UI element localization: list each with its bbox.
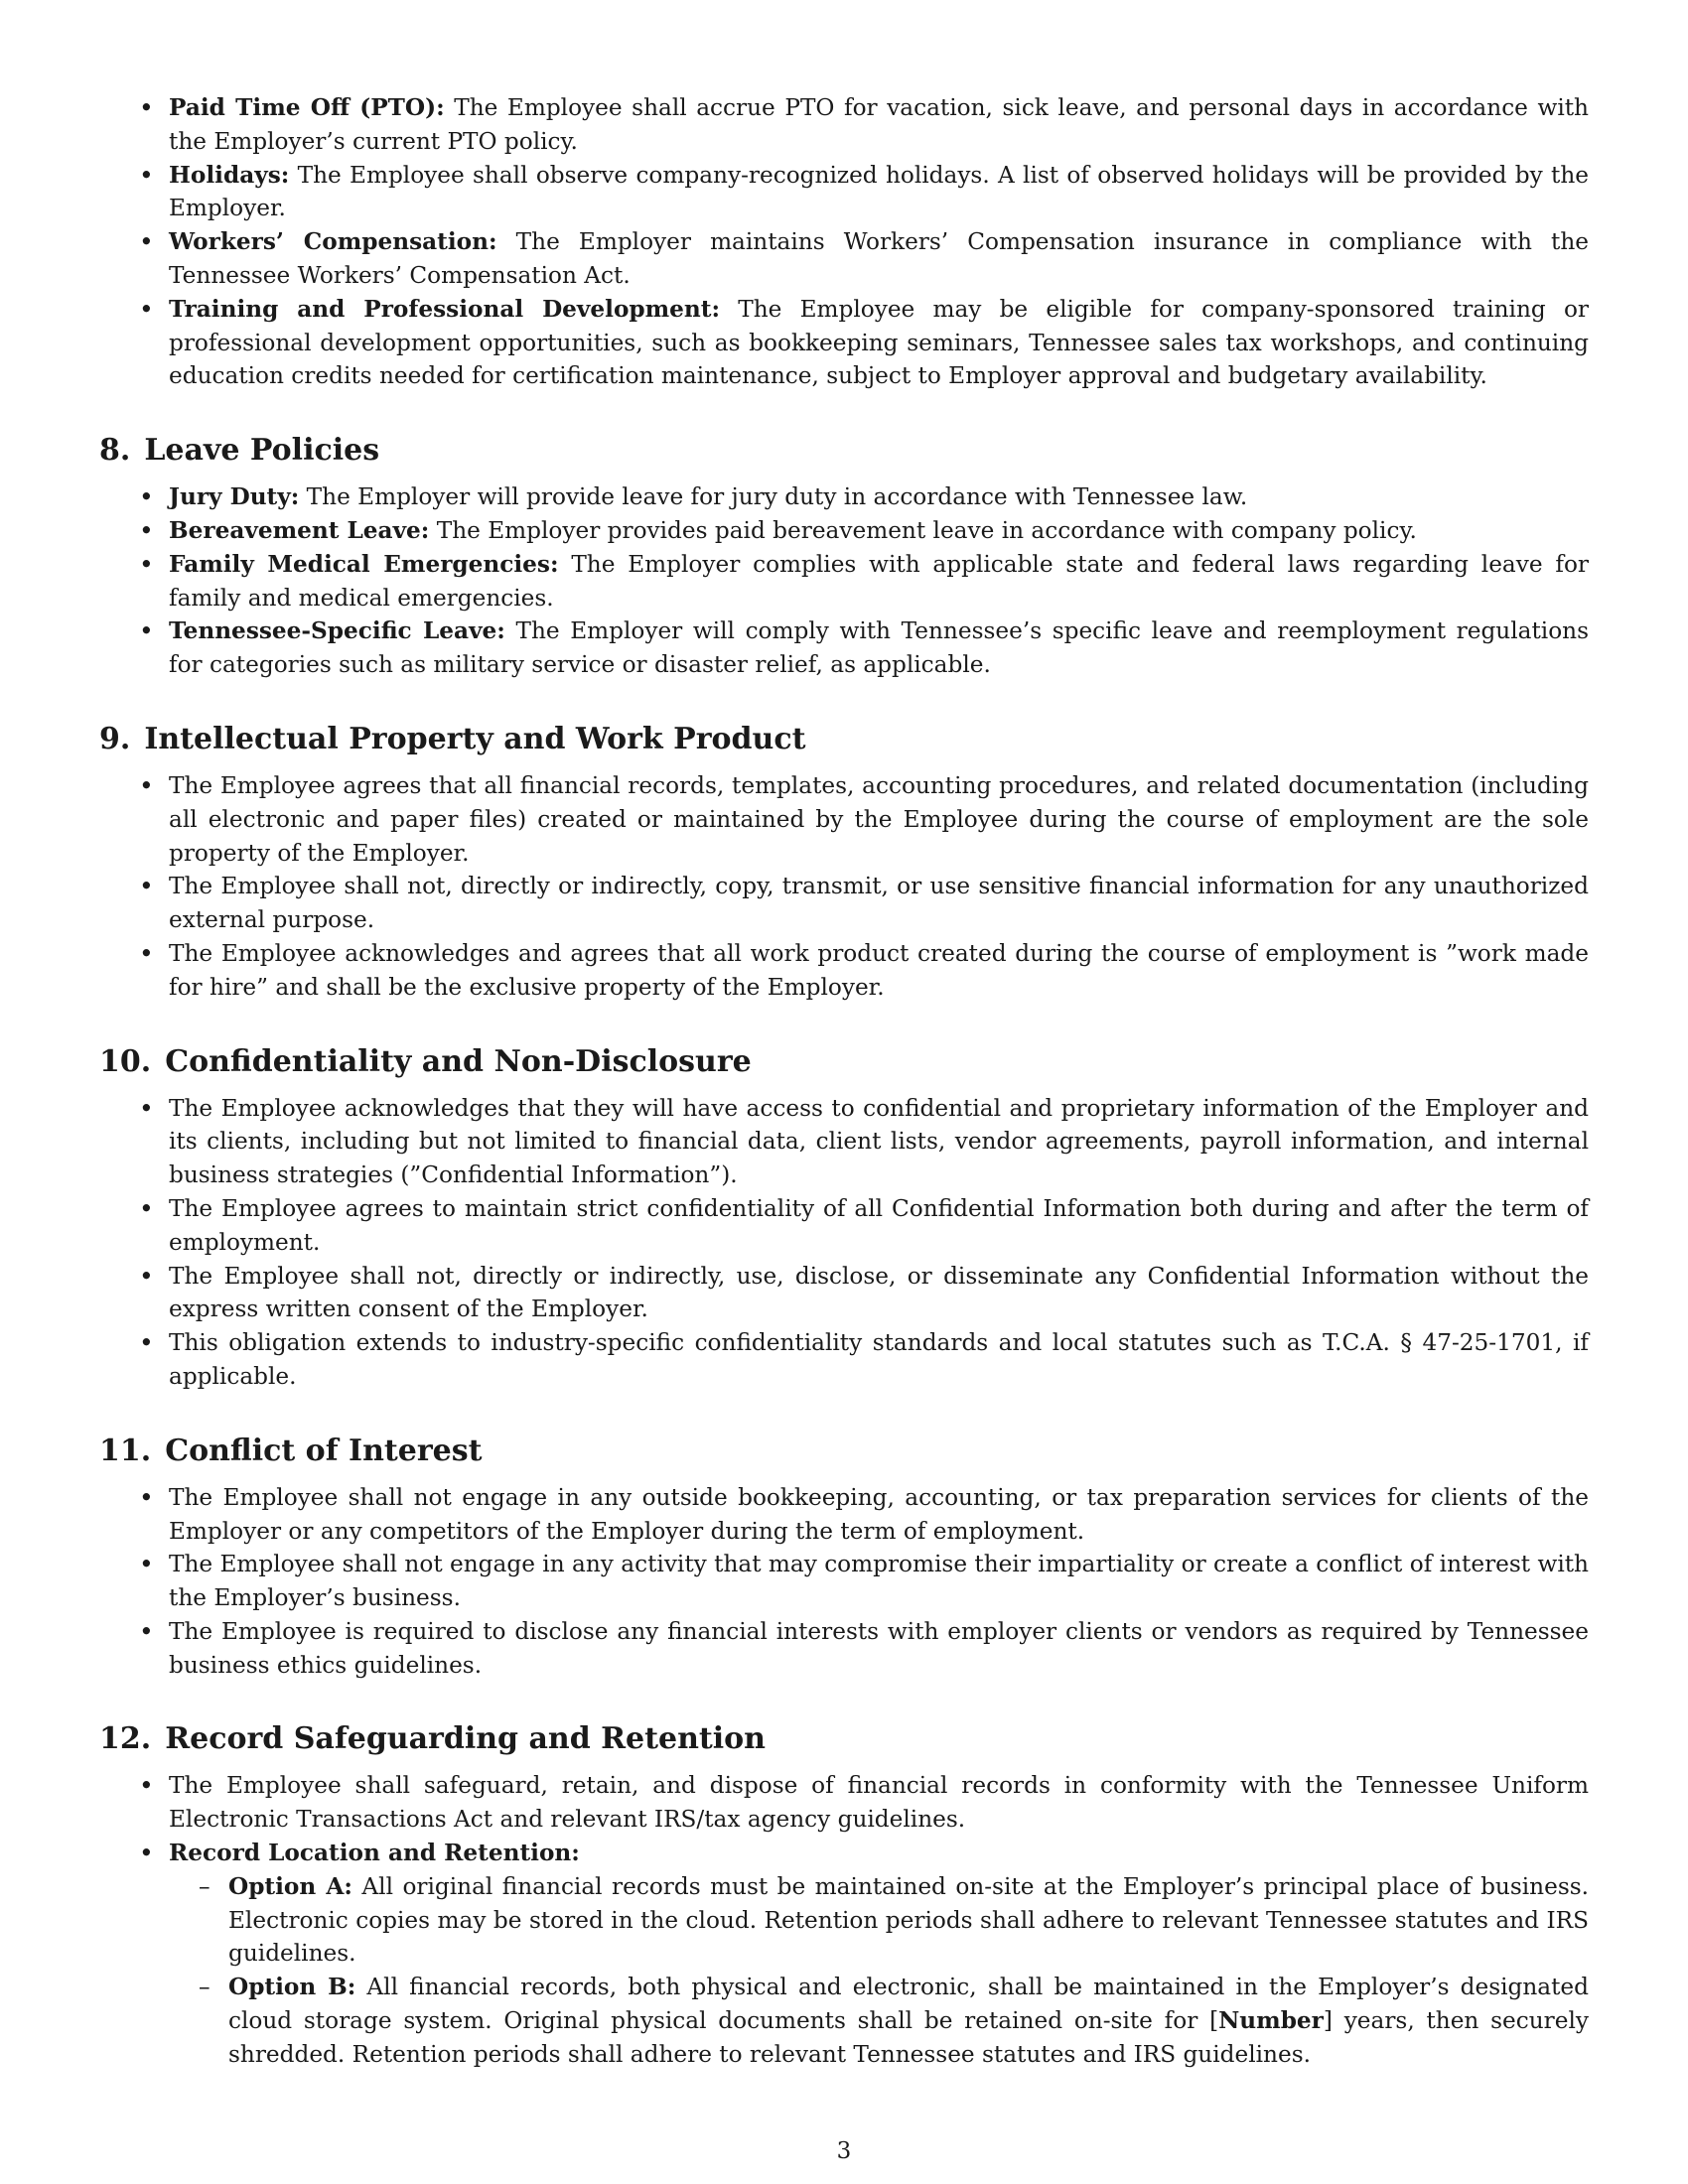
item-label: Family Medical Emergencies: [169,550,559,578]
item-label: Holidays: [169,161,290,189]
section-number: 12. [99,1721,152,1757]
list-item: • The Employee acknowledges and agrees that all work product created during the course of employment is ”work made for hire” and shall be the exclusive property of the Employer. [99,937,1589,1005]
list-item [99,91,1589,159]
option-b [169,1971,1589,2071]
item-text: The Employer will provide leave for jury duty in accordance with Tennessee law. [299,483,1248,511]
item-text: The Employee shall observe company-recognized holidays. A list of observed holidays will be provided by the Employer. [169,161,1589,222]
list-item [99,514,1589,548]
section-title: Confidentiality and Non-Disclosure [165,1043,752,1079]
option-text: All original financial records must be maintained on-site at the Employer’s principal place of business. Electronic copies may be stored in the cloud. Retention periods shall adhere to relevant Tennessee statutes and IRS guidelines. [228,1872,1589,1968]
section-heading-leave-policies [99,433,1589,469]
item-label: Training and Professional Development: [169,295,721,323]
list-item: • The Employee acknowledges that they will have access to confidential and proprietary information of the Employer and its clients, including but not limited to financial data, client lists, vendor agreements, payroll information, and internal business strategies (”Confidential Information”). [99,1092,1589,1192]
item-text: The Employee shall accrue PTO for vacation, sick leave, and personal days in accordance with the Employer’s current PTO policy. [169,94,1589,155]
section-title: Leave Policies [144,433,380,469]
list-item [99,293,1589,393]
section-number: 9. [99,721,131,756]
list-item: • The Employee agrees to maintain strict confidentiality of all Confidential Information both during and after the term of employment. [99,1192,1589,1260]
confidentiality-list [99,1092,1589,1394]
list-item [99,614,1589,682]
benefits-list [99,91,1589,393]
option-a [169,1870,1589,1971]
item-text: The Employee may be eligible for company-sponsored training or professional development opportunities, such as bookkeeping seminars, Tennessee sales tax workshops, and continuing education credits needed for certification maintenance, subject to Employer approval and budgetary availability. [169,295,1589,390]
section-title: Conflict of Interest [165,1433,483,1468]
list-item: • The Employee is required to disclose any financial interests with employer clients or vendors as required by Tennessee business ethics guidelines. [99,1615,1589,1683]
section-heading-intellectual-property [99,722,1589,757]
bracket-close: ] [1323,2007,1333,2035]
leave-policies-list [99,480,1589,682]
section-heading-record-safeguarding [99,1721,1589,1757]
list-item: • This obligation extends to industry-specific confidentiality standards and local statutes such as T.C.A. § 47-25-1701, if applicable. [99,1326,1589,1394]
option-text: All financial records, both physical and electronic, shall be maintained in the Employer’s designated cloud storage system. Original physical documents shall be retained on-site for [228,1974,1589,2035]
document-body [99,91,1589,2072]
list-item [99,480,1589,514]
item-label: Jury Duty: [169,483,300,511]
page-number: 3 [836,2138,852,2164]
option-label: Option A: [228,1872,352,1900]
list-item: • The Employee shall safeguard, retain, and dispose of financial records in conformity with the Tennessee Uniform Electronic Transactions Act and relevant IRS/tax agency guidelines. [99,1769,1589,1837]
item-text: The Employer will comply with Tennessee’s specific leave and reemployment regulations for categories such as military service or disaster relief, as applicable. [169,617,1590,679]
list-item [99,1837,1589,2072]
section-heading-confidentiality [99,1044,1589,1080]
item-label: Bereavement Leave: [169,516,430,544]
item-text: The Employer maintains Workers’ Compensation insurance in compliance with the Tennessee Workers’ Compensation Act. [169,228,1590,289]
section-number: 10. [99,1043,152,1079]
section-number: 8. [99,433,131,469]
number-placeholder: Number [1218,2007,1324,2035]
item-label: Paid Time Off (PTO): [169,94,445,121]
item-text: The Employer provides paid bereavement leave in accordance with company policy. [429,516,1417,544]
section-heading-conflict-of-interest [99,1433,1589,1469]
conflict-of-interest-list [99,1481,1589,1683]
bracket-open: [ [1209,2007,1219,2035]
list-item: • The Employee shall not, directly or indirectly, use, disclose, or disseminate any Confidential Information without the express written consent of the Employer. [99,1260,1589,1327]
item-label: Workers’ Compensation: [169,228,497,256]
item-label: Record Location and Retention: [169,1840,580,1867]
intellectual-property-list [99,769,1589,1005]
record-safeguarding-list [99,1769,1589,2071]
list-item [99,225,1589,293]
item-text: The Employer complies with applicable state and federal laws regarding leave for family and medical emergencies. [169,550,1589,612]
section-number: 11. [99,1433,152,1468]
list-item: • The Employee shall not engage in any activity that may compromise their impartiality or create a conflict of interest with the Employer’s business. [99,1548,1589,1615]
list-item: • The Employee agrees that all financial records, templates, accounting procedures, and related documentation (including all electronic and paper files) created or maintained by the Employee during the course of employment are the sole property of the Employer. [99,769,1589,870]
list-item [99,548,1589,615]
section-title: Record Safeguarding and Retention [165,1721,766,1757]
list-item: • The Employee shall not engage in any outside bookkeeping, accounting, or tax preparation services for clients of the Employer or any competitors of the Employer during the term of employment. [99,1481,1589,1549]
record-options-list [169,1870,1589,2072]
section-title: Intellectual Property and Work Product [144,721,806,756]
item-label: Tennessee-Specific Leave: [169,617,505,645]
list-item: • The Employee shall not, directly or indirectly, copy, transmit, or use sensitive financial information for any unauthorized external purpose. [99,870,1589,937]
list-item [99,159,1589,226]
option-text-after: years, then securely shredded. Retention periods shall adhere to relevant Tennessee statutes and IRS guidelines. [228,2007,1589,2068]
option-label: Option B: [228,1974,356,2001]
